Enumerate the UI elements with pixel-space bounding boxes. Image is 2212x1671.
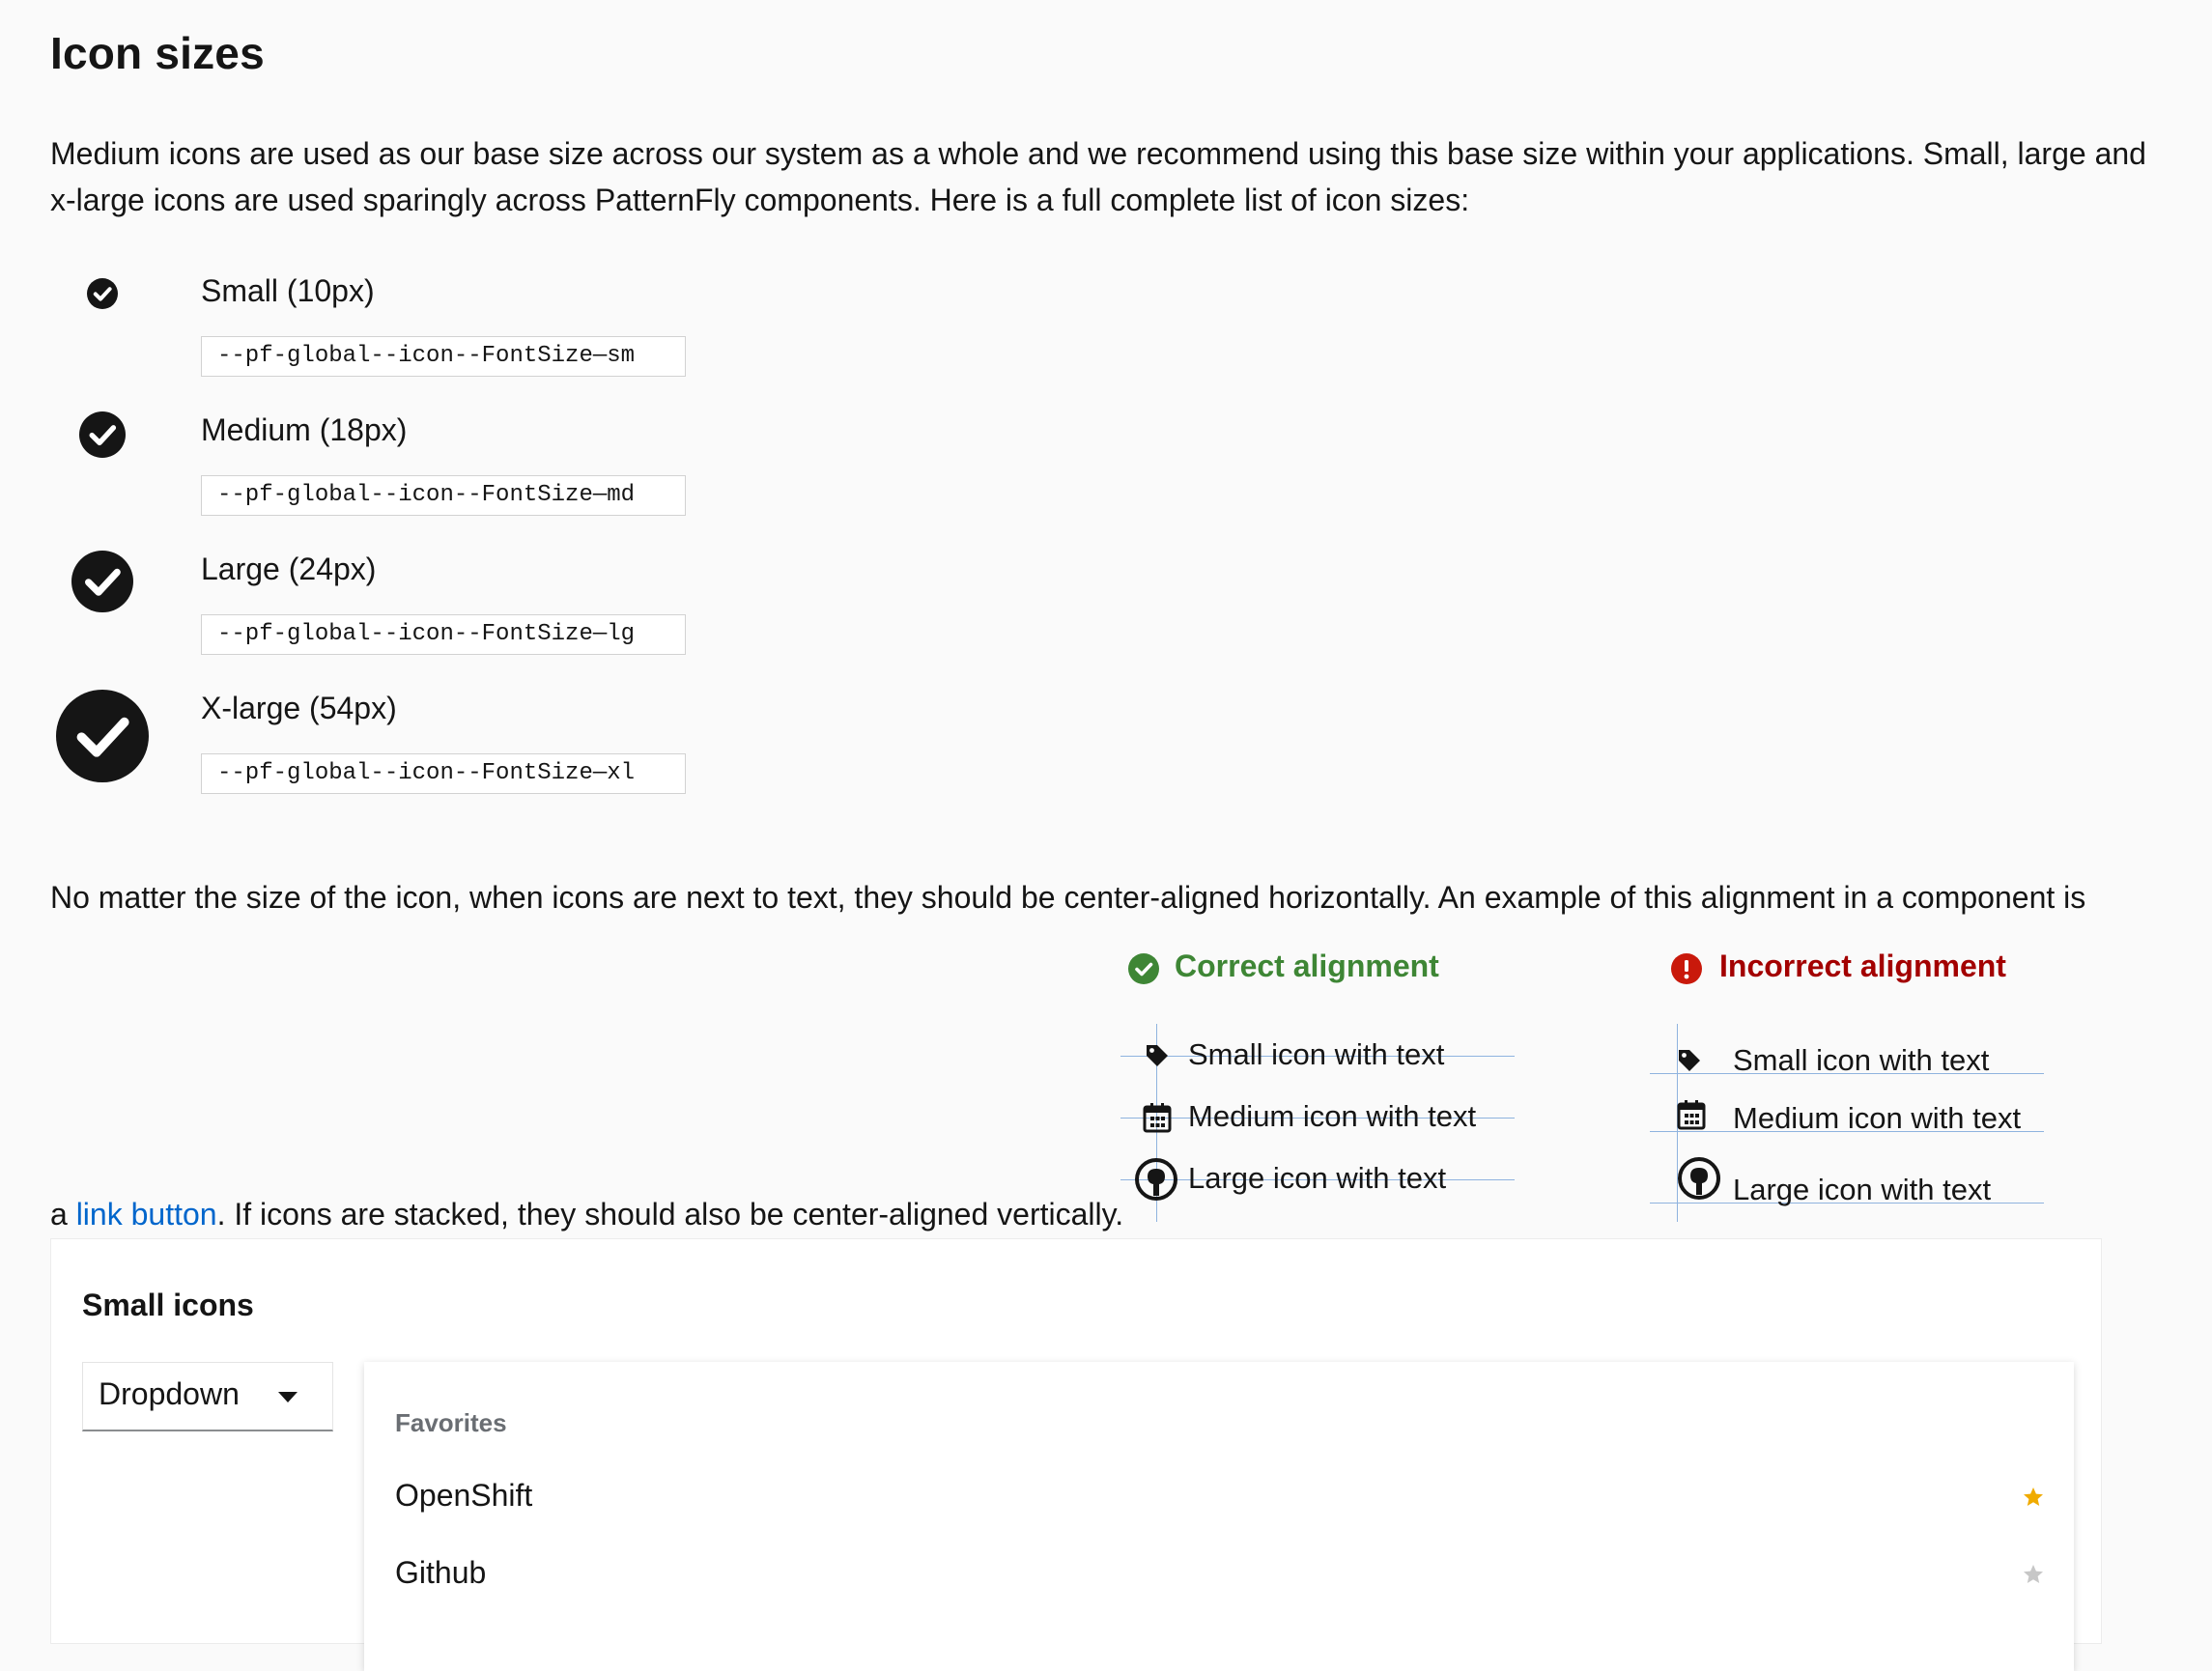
check-circle-icon (1128, 953, 1159, 984)
github-icon (1677, 1156, 1721, 1201)
incorrect-alignment-heading: Incorrect alignment (1719, 949, 2006, 983)
star-icon[interactable] (2022, 1486, 2045, 1509)
incorrect-large-text: Large icon with text (1733, 1173, 1992, 1206)
check-circle-icon (79, 411, 126, 458)
star-icon[interactable] (2022, 1563, 2045, 1586)
size-token-small: --pf-global--icon--FontSize—sm (201, 336, 686, 377)
github-icon (1134, 1157, 1178, 1202)
dropdown-toggle[interactable] (82, 1362, 333, 1431)
alignment-paragraph-end: a link button. If icons are stacked, they should also be center-aligned vertically. (50, 1197, 1124, 1232)
caret-down-icon (278, 1392, 298, 1402)
size-label-medium: Medium (18px) (201, 412, 408, 447)
size-token-xlarge: --pf-global--icon--FontSize—xl (201, 753, 686, 794)
tag-icon (1677, 1048, 1702, 1073)
incorrect-small-text: Small icon with text (1733, 1043, 1990, 1077)
correct-small-text: Small icon with text (1188, 1037, 1445, 1071)
size-token-large: --pf-global--icon--FontSize—lg (201, 614, 686, 655)
menu-item-github[interactable] (364, 1542, 2074, 1611)
correct-large-text: Large icon with text (1188, 1161, 1447, 1195)
incorrect-medium-text: Medium icon with text (1733, 1101, 2022, 1135)
tag-icon (1145, 1043, 1170, 1068)
size-label-large: Large (24px) (201, 552, 377, 586)
card-title: Small icons (82, 1288, 254, 1322)
menu-item-label: Github (395, 1555, 487, 1590)
menu-item-label: OpenShift (395, 1478, 533, 1513)
check-circle-icon (71, 551, 133, 612)
size-label-small: Small (10px) (201, 273, 375, 308)
calendar-icon (1143, 1102, 1172, 1133)
check-circle-icon (56, 690, 149, 782)
page-title: Icon sizes (50, 28, 265, 78)
size-token-medium: --pf-global--icon--FontSize—md (201, 475, 686, 516)
menu-item-openshift[interactable] (364, 1464, 2074, 1534)
correct-medium-text: Medium icon with text (1188, 1099, 1477, 1133)
dropdown-label: Dropdown (99, 1376, 240, 1411)
exclamation-circle-icon (1671, 953, 1702, 984)
menu-group-label: Favorites (395, 1408, 507, 1437)
alignment-paragraph-start: No matter the size of the icon, when icons are next to text, they should be center-aligned horizontally. An example of this alignment in a component is (50, 880, 2086, 915)
small-icons-example-card (50, 1238, 2102, 1644)
size-label-xlarge: X-large (54px) (201, 691, 397, 725)
calendar-icon (1677, 1099, 1706, 1130)
link-button-link[interactable]: link button (75, 1197, 217, 1232)
intro-paragraph: Medium icons are used as our base size across our system as a whole and we recommend using this base size within your applications. Small, large and x-large icons are used sparingly across PatternFly components. Here is a full complete list of icon sizes: (50, 136, 2146, 217)
dropdown-menu (364, 1362, 2074, 1671)
correct-alignment-heading: Correct alignment (1175, 949, 1439, 983)
check-circle-icon (87, 278, 118, 309)
